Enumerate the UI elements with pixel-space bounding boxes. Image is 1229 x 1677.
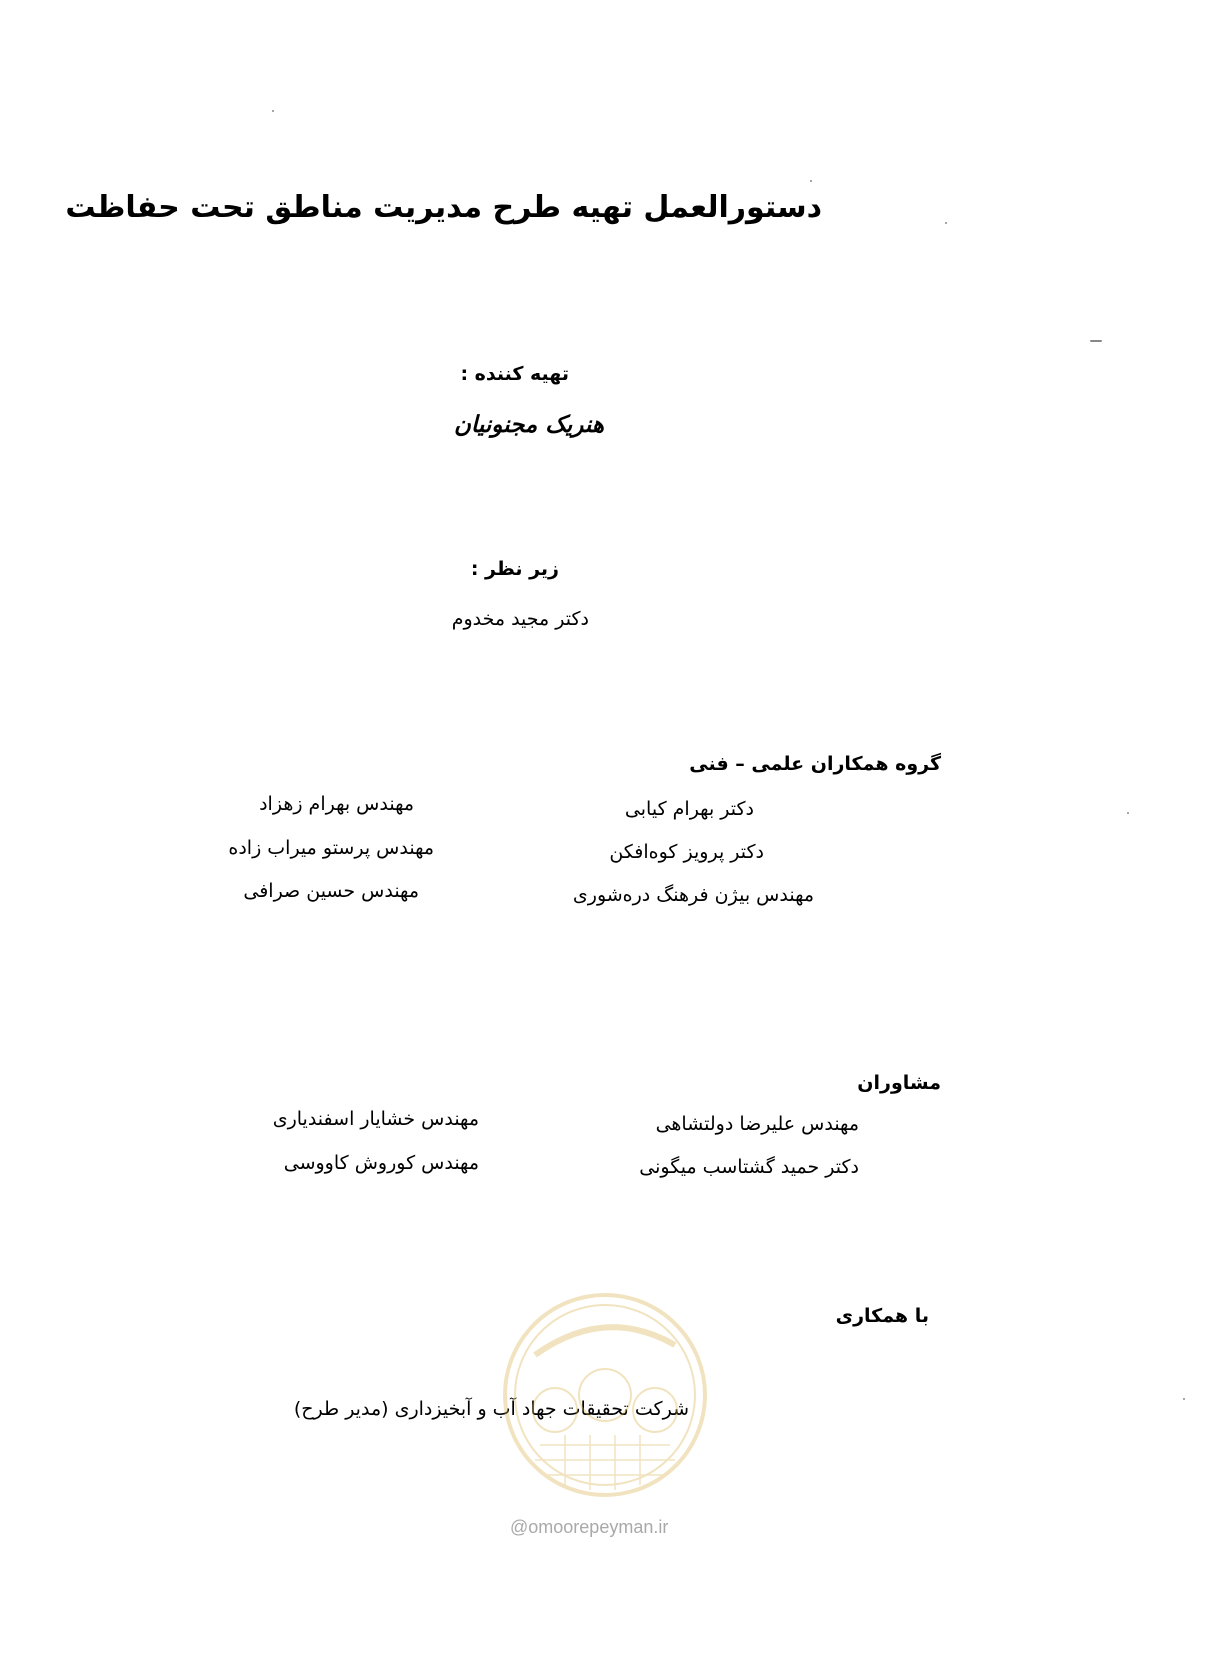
supervised-by-label: زیر نظر : [470,558,559,580]
technical-member: مهندس پرستو میراب زاده [228,837,434,859]
technical-member: دکتر بهرام کیابی [624,798,754,820]
omoorepeyman-stamp-logo [495,1285,715,1505]
prepared-by-label: تهیه کننده : [460,363,569,385]
organization-name: شرکت تحقیقات جهاد آب و آبخیزداری (مدیر طرح) [293,1398,689,1420]
technical-member: دکتر پرویز کوه‌افکن [609,841,764,863]
document-title: دستورالعمل تهیه طرح مدیریت مناطق تحت حفاظت [65,190,822,225]
consultants-heading: مشاوران [857,1072,941,1094]
scan-speck [810,180,812,182]
watermark-text: @omoorepeyman.ir [510,1517,669,1537]
technical-group-heading: گروه همکاران علمی – فنی [689,753,941,775]
scan-speck [272,110,274,112]
technical-member: مهندس بهرام زهزاد [259,793,414,815]
consultant-member: مهندس علیرضا دولتشاهی [655,1113,859,1135]
prepared-by-name: هنریک مجنونیان [454,412,604,438]
technical-member: مهندس بیژن فرهنگ دره‌شوری [572,884,814,906]
scan-speck [1090,340,1102,342]
scan-speck [1127,812,1129,814]
consultant-member: دکتر حمید گشتاسب میگونی [639,1156,859,1178]
technical-member: مهندس حسین صرافی [243,880,419,902]
consultant-member: مهندس کوروش کاووسی [283,1152,479,1174]
scan-speck [1183,1398,1185,1400]
consultant-member: مهندس خشایار اسفندیاری [272,1108,479,1130]
scan-speck [945,222,947,224]
supervised-by-name: دکتر مجید مخدوم [451,608,589,630]
cooperation-heading: با همکاری [835,1305,929,1327]
